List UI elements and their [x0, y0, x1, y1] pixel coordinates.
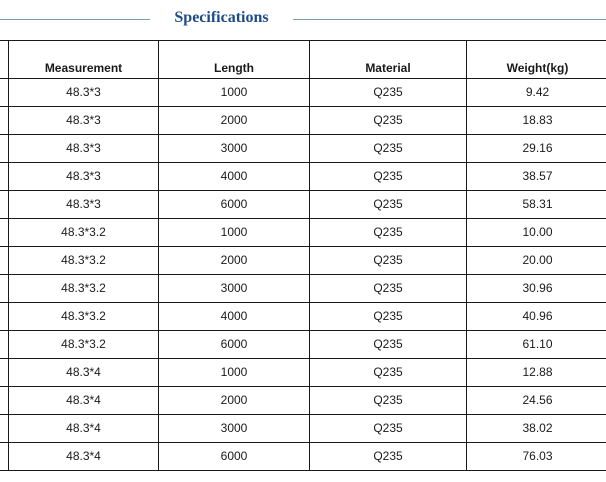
material-cell: Q235	[310, 303, 467, 331]
material-cell: Q235	[310, 191, 467, 219]
table-row-edge-cell	[0, 135, 9, 163]
specifications-table	[0, 40, 606, 471]
material-cell: Q235	[310, 135, 467, 163]
table-row-edge-cell	[0, 387, 9, 415]
section-title: Specifications	[174, 9, 269, 26]
table-row	[0, 359, 606, 387]
weight-cell: 29.16	[467, 135, 606, 163]
heading-rule-left	[0, 19, 150, 20]
table-row	[0, 303, 606, 331]
length-cell: 3000	[159, 415, 310, 443]
table-row	[0, 443, 606, 471]
length-cell: 1000	[159, 359, 310, 387]
table-row-edge-cell	[0, 415, 9, 443]
material-cell: Q235	[310, 79, 467, 107]
measurement-cell: 48.3*3	[9, 79, 159, 107]
length-cell: 4000	[159, 303, 310, 331]
heading-rule-right	[293, 19, 606, 20]
table-row-edge-cell	[0, 107, 9, 135]
weight-cell: 12.88	[467, 359, 606, 387]
table-row-edge-cell	[0, 359, 9, 387]
table-row	[0, 163, 606, 191]
section-heading	[0, 0, 606, 38]
weight-cell: 61.10	[467, 331, 606, 359]
measurement-cell: 48.3*4	[9, 415, 159, 443]
header-weight: Weight(kg)	[467, 41, 606, 79]
length-cell: 6000	[159, 191, 310, 219]
material-cell: Q235	[310, 275, 467, 303]
measurement-cell: 48.3*3.2	[9, 247, 159, 275]
length-cell: 1000	[159, 219, 310, 247]
weight-cell: 18.83	[467, 107, 606, 135]
table-row	[0, 331, 606, 359]
length-cell: 4000	[159, 163, 310, 191]
length-cell: 2000	[159, 247, 310, 275]
table-row	[0, 247, 606, 275]
length-cell: 1000	[159, 79, 310, 107]
material-cell: Q235	[310, 331, 467, 359]
table-row	[0, 219, 606, 247]
table-row-edge-cell	[0, 191, 9, 219]
measurement-cell: 48.3*3	[9, 107, 159, 135]
weight-cell: 20.00	[467, 247, 606, 275]
length-cell: 6000	[159, 331, 310, 359]
length-cell: 3000	[159, 275, 310, 303]
weight-cell: 9.42	[467, 79, 606, 107]
measurement-cell: 48.3*3.2	[9, 331, 159, 359]
material-cell: Q235	[310, 107, 467, 135]
header-measurement: Measurement	[9, 41, 159, 79]
weight-cell: 24.56	[467, 387, 606, 415]
measurement-cell: 48.3*4	[9, 387, 159, 415]
material-cell: Q235	[310, 387, 467, 415]
table-row	[0, 135, 606, 163]
length-cell: 6000	[159, 443, 310, 471]
weight-cell: 40.96	[467, 303, 606, 331]
specifications-table-wrapper	[0, 40, 606, 471]
material-cell: Q235	[310, 247, 467, 275]
material-cell: Q235	[310, 163, 467, 191]
table-row-edge-cell	[0, 331, 9, 359]
measurement-cell: 48.3*3	[9, 163, 159, 191]
length-cell: 2000	[159, 107, 310, 135]
table-row-edge-cell	[0, 443, 9, 471]
table-row	[0, 275, 606, 303]
table-row-edge-cell	[0, 275, 9, 303]
length-cell: 3000	[159, 135, 310, 163]
table-header-row	[0, 41, 606, 79]
table-row-edge-cell	[0, 163, 9, 191]
table-row	[0, 79, 606, 107]
table-row	[0, 387, 606, 415]
material-cell: Q235	[310, 359, 467, 387]
table-row	[0, 415, 606, 443]
table-row-edge-cell	[0, 247, 9, 275]
measurement-cell: 48.3*4	[9, 359, 159, 387]
weight-cell: 10.00	[467, 219, 606, 247]
header-length: Length	[159, 41, 310, 79]
table-row-edge-cell	[0, 303, 9, 331]
table-row-edge-cell	[0, 79, 9, 107]
weight-cell: 76.03	[467, 443, 606, 471]
measurement-cell: 48.3*3	[9, 191, 159, 219]
length-cell: 2000	[159, 387, 310, 415]
material-cell: Q235	[310, 415, 467, 443]
measurement-cell: 48.3*3	[9, 135, 159, 163]
table-header-cell-edge	[0, 41, 9, 79]
table-row-edge-cell	[0, 219, 9, 247]
material-cell: Q235	[310, 443, 467, 471]
measurement-cell: 48.3*3.2	[9, 275, 159, 303]
weight-cell: 30.96	[467, 275, 606, 303]
weight-cell: 58.31	[467, 191, 606, 219]
measurement-cell: 48.3*4	[9, 443, 159, 471]
weight-cell: 38.02	[467, 415, 606, 443]
table-row	[0, 191, 606, 219]
header-material: Material	[310, 41, 467, 79]
table-row	[0, 107, 606, 135]
table-body	[0, 79, 606, 471]
material-cell: Q235	[310, 219, 467, 247]
measurement-cell: 48.3*3.2	[9, 303, 159, 331]
measurement-cell: 48.3*3.2	[9, 219, 159, 247]
weight-cell: 38.57	[467, 163, 606, 191]
